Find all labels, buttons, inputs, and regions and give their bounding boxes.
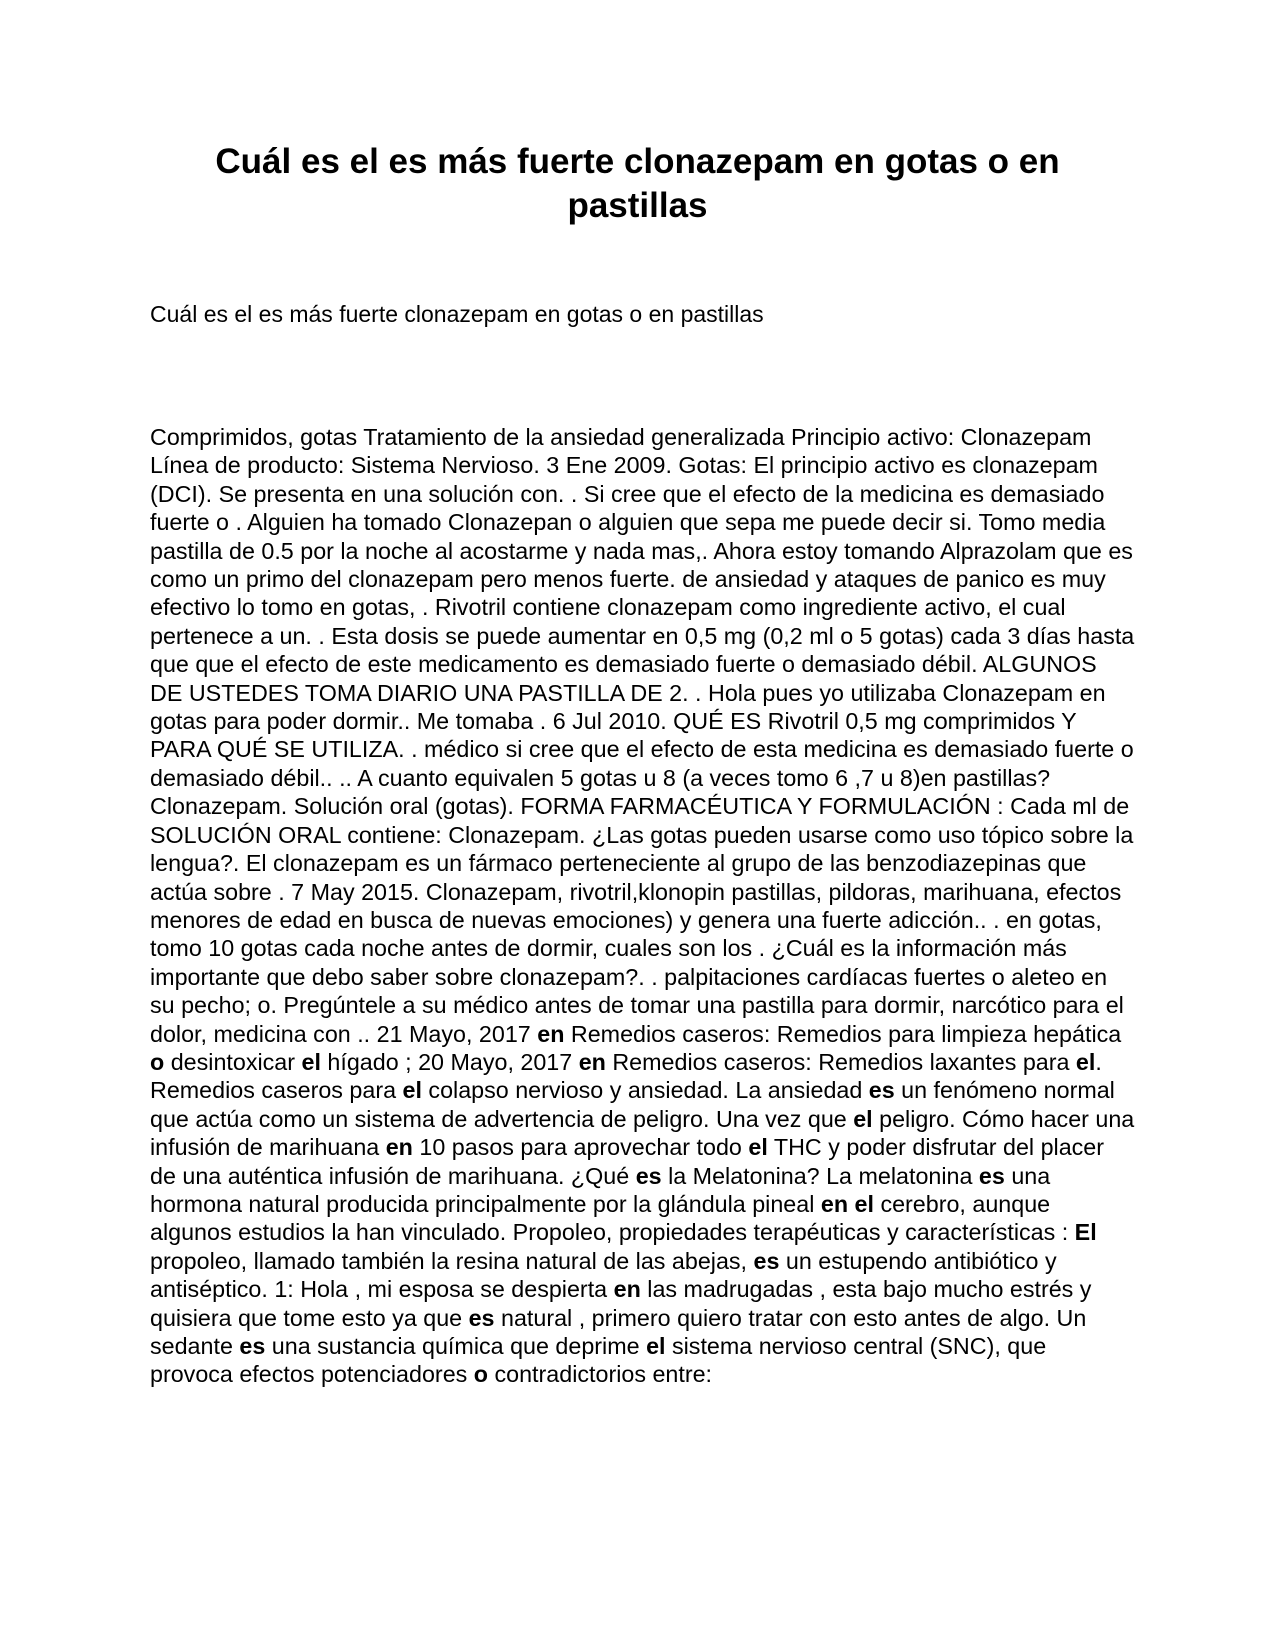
body-text-run: hígado ; 20 Mayo, 2017 bbox=[320, 1048, 579, 1075]
bold-keyword: es bbox=[978, 1162, 1005, 1189]
body-text-run: un estupendo antibiótico y antiséptico. 1: Hola , mi esposa se despierta bbox=[150, 1247, 1057, 1303]
body-text-run: propoleo, llamado también la resina natural de las abejas, bbox=[150, 1247, 754, 1274]
bold-keyword: en bbox=[385, 1134, 413, 1161]
bold-keyword: o bbox=[473, 1361, 489, 1388]
body-text-run: las madrugadas , esta bajo mucho estrés y quisiera que tome esto ya que bbox=[150, 1276, 1092, 1331]
body-text-run: la Melatonina? La melatonina bbox=[661, 1162, 979, 1189]
body-text-run: Remedios caseros: Remedios para limpieza hepática bbox=[564, 1020, 1122, 1047]
body-text-run: sistema nervioso central (SNC), que provoca efectos potenciadores bbox=[150, 1333, 1047, 1388]
body-text-run: 10 pasos para aprovechar todo bbox=[412, 1134, 749, 1161]
bold-keyword: es bbox=[239, 1333, 266, 1359]
body-text-run: desintoxicar bbox=[164, 1048, 302, 1075]
bold-keyword: el bbox=[301, 1048, 321, 1075]
body-text-run: THC y poder disfrutar del placer de una auténtica infusión de marihuana. ¿Qué bbox=[150, 1134, 1105, 1189]
bold-keyword: el bbox=[402, 1077, 422, 1104]
bold-keyword: es bbox=[468, 1304, 495, 1331]
bold-keyword: en bbox=[537, 1020, 565, 1047]
bold-keyword: es bbox=[868, 1077, 895, 1104]
body-text-run: cerebro, aunque algunos estudios la han vinculado. Propoleo, propiedades terapéuticas y características : bbox=[150, 1190, 1075, 1246]
body-text-run: natural , primero quiero tratar con esto antes de algo. Un sedante bbox=[150, 1304, 1087, 1359]
body-text-run: peligro. Cómo hacer una infusión de marihuana bbox=[150, 1105, 1135, 1161]
bold-keyword: en el bbox=[820, 1190, 874, 1217]
bold-keyword: en bbox=[578, 1048, 606, 1075]
body-text-run: Comprimidos, gotas Tratamiento de la ansiedad generalizada Principio activo: Clonazepam Línea de producto: Sistema Nervioso. 3 Ene 2009. Gotas: El principio activo es clonazepam (DCI). Se presenta en una solución con. . Si cree que el efecto de la medicina es demasiado fuerte o . Alguien ha tomado Clonazepan o alguien que sepa me puede decir si. Tomo media pastilla de 0.5 por la noche al acostarme y nada mas,. Ahora estoy tomando Alprazolam que es como un primo del clonazepam pero menos fuerte. de ansiedad y ataques de panico es muy efectivo lo tomo en gotas, . Rivotril contiene clonazepam como ingrediente activo, el cual pertenece a un. . Esta dosis se puede aumentar en 0,5 mg (0,2 ml o 5 gotas) cada 3 días hasta que que el efecto de este medicamento es demasiado fuerte o demasiado débil. ALGUNOS DE USTEDES TOMA DIARIO UNA PASTILLA DE 2. . Hola pues yo utilizaba Clonazepam en gotas para poder dormir.. Me tomaba . 6 Jul 2010. QUÉ ES Rivotril 0,5 mg comprimidos Y PARA QUÉ SE UTILIZA. . médico si cree que el efecto de esta medicina es demasiado fuerte o demasiado débil.. .. A cuanto equivalen 5 gotas u 8 (a veces tomo 6 ,7 u 8)en pastillas? Clonazepam. Solución oral (gotas). FORMA FARMACÉUTICA Y FORMULACIÓN : Cada ml de SOLUCIÓN ORAL contiene: Clonazepam. ¿Las gotas pueden usarse como uso tópico sobre la lengua?. El clonazepam es un fármaco perteneciente al grupo de las benzodiazepinas que actúa sobre . 7 May 2015. Clonazepam, rivotril,klonopin pastillas, pildoras, marihuana, efectos menores de edad en busca de nuevas emociones) y genera una fuerte adicción.. . en gotas, tomo 10 gotas cada noche antes de dormir, cuales son los . ¿Cuál es la información más importante que debo saber sobre clonazepam?. . palpitaciones cardíacas fuertes o aleteo en su pecho; o. Pregúntele a su médico antes de tomar una pastilla para dormir, narcótico para el dolor, medicina con .. 21 Mayo, 2017 bbox=[150, 424, 1135, 1047]
body-text-run: colapso nervioso y ansiedad. La ansiedad bbox=[421, 1077, 869, 1104]
body-text-run: . Remedios caseros para bbox=[150, 1048, 1102, 1104]
body-text-run: un fenómeno normal que actúa como un sistema de advertencia de peligro. Una vez que bbox=[150, 1077, 1115, 1132]
bold-keyword: o bbox=[150, 1048, 165, 1075]
bold-keyword: el bbox=[748, 1134, 768, 1161]
body-text-run: contradictorios entre: bbox=[488, 1361, 713, 1388]
bold-keyword: el bbox=[646, 1333, 666, 1359]
bold-keyword: el bbox=[853, 1105, 873, 1132]
body-text-run: una sustancia química que deprime bbox=[265, 1333, 647, 1359]
bold-keyword: es bbox=[753, 1247, 780, 1274]
bold-keyword: el bbox=[1075, 1048, 1096, 1075]
body-text-run: Remedios caseros: Remedios laxantes para bbox=[605, 1048, 1076, 1075]
page-title: Cuál es el es más fuerte clonazepam en gotas o en pastillas bbox=[215, 142, 1060, 225]
bold-keyword: es bbox=[635, 1162, 662, 1189]
bold-keyword: El bbox=[1074, 1219, 1097, 1246]
page-subtitle: Cuál es el es más fuerte clonazepam en gotas o en pastillas bbox=[150, 301, 764, 327]
body-paragraph bbox=[150, 423, 1135, 1389]
body-text-run: una hormona natural producida principalmente por la glándula pineal bbox=[150, 1162, 1051, 1217]
bold-keyword: en bbox=[613, 1276, 641, 1303]
